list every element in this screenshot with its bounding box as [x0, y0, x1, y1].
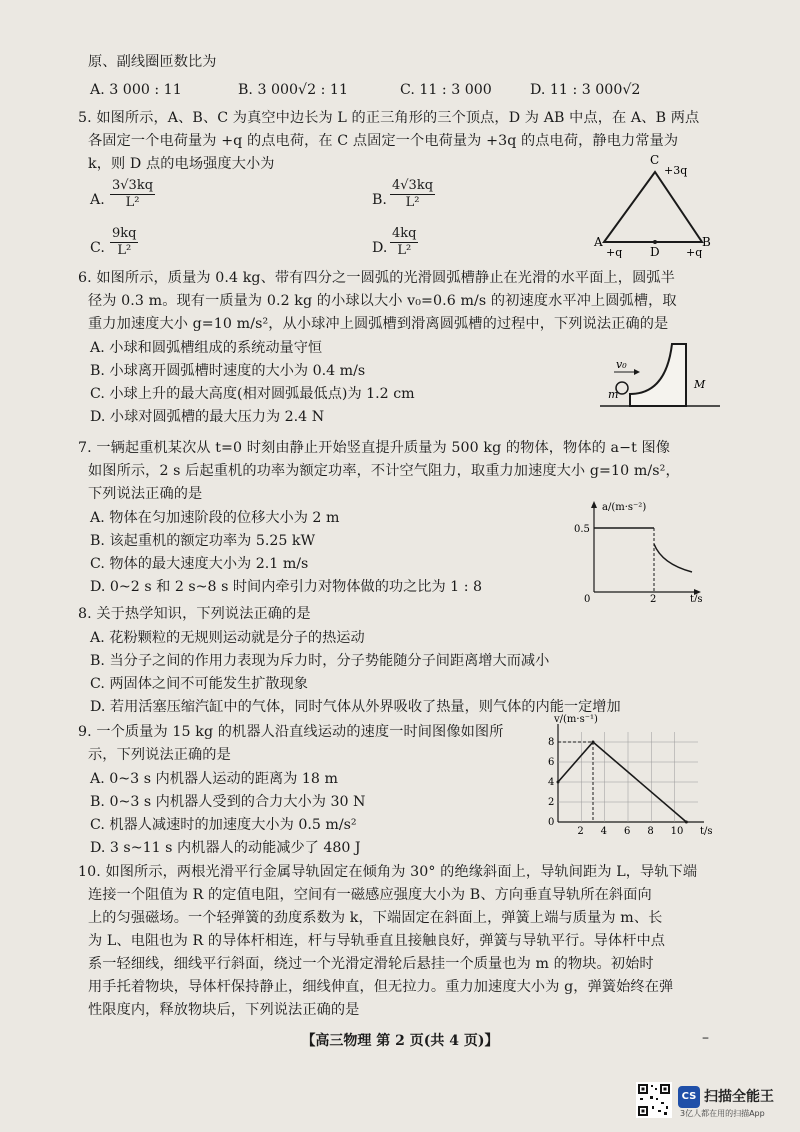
x-tick-label: 4: [600, 826, 608, 837]
q7-option-d: D. 0~2 s 和 2 s~8 s 时间内牵引力对物体做的功之比为 1 : 8: [90, 579, 483, 595]
q4-stem-tail: 原、副线圈匝数比为: [88, 54, 217, 70]
q5-option-a-den: L²: [125, 195, 140, 210]
x-tick-label: 2: [577, 826, 584, 837]
q7-option-b: B. 该起重机的额定功率为 5.25 kW: [90, 533, 316, 549]
q8-option-c: C. 两固体之间不可能发生扩散现象: [90, 676, 308, 692]
velocity-arrowhead: [634, 369, 640, 375]
graph-xtick: 2: [650, 594, 657, 602]
q5-option-c-label: C.: [90, 240, 105, 256]
point-d: [653, 240, 657, 244]
q6-line-2: 径为 0.3 m。现有一质量为 0.2 kg 的小球以大小 v₀=0.6 m/s 的初速度水平冲上圆弧槽，取: [88, 293, 677, 309]
q5-option-d-den: L²: [397, 243, 412, 258]
label-big-m: M: [694, 378, 706, 391]
q6-option-a: A. 小球和圆弧槽组成的系统动量守恒: [90, 340, 323, 356]
scanner-watermark: [636, 1082, 786, 1122]
graph-origin: 0: [584, 594, 591, 602]
q5-line-1: 5. 如图所示，A、B、C 为真空中边长为 L 的正三角形的三个顶点，D 为 AB 中点，在 A、B 两点: [78, 110, 700, 126]
q5-option-c-num: 9kq: [112, 226, 137, 241]
graph-ytick: 0.5: [574, 524, 590, 535]
q9-option-d: D. 3 s~11 s 内机器人的动能减少了 480 J: [90, 840, 361, 856]
q5-triangle-figure: [590, 150, 720, 258]
decreasing-accel-curve: [654, 544, 692, 572]
q4-option-c: C. 11 : 3 000: [400, 82, 492, 98]
q5-option-c-den: L²: [117, 243, 132, 258]
chart-xlabel: t/s: [700, 826, 713, 837]
arc-slot: [630, 344, 686, 406]
q8-option-d: D. 若用活塞压缩汽缸中的气体，同时气体从外界吸收了热量，则气体的内能一定增加: [90, 699, 621, 715]
scanner-app-name: 扫描全能王: [704, 1089, 774, 1105]
q9-option-b: B. 0~3 s 内机器人受到的合力大小为 30 N: [90, 794, 366, 810]
q10-line-4: 为 L、电阻也为 R 的导体杆相连，杆与导轨垂直且接触良好，弹簧与导轨平行。导体杆中点: [88, 933, 666, 949]
q10-line-7: 性限度内，释放物块后，下列说法正确的是: [88, 1002, 360, 1018]
y-tick-label: 4: [548, 777, 555, 788]
q7-option-c: C. 物体的最大速度大小为 2.1 m/s: [90, 556, 309, 572]
label-a: A: [594, 235, 603, 249]
q5-option-b-fraction: [390, 178, 435, 211]
q9-line-1: 9. 一个质量为 15 kg 的机器人沿直线运动的速度一时间图像如图所: [78, 724, 504, 740]
scanner-tagline: 3亿人都在用的扫描App: [680, 1109, 765, 1118]
label-a-charge: +q: [606, 246, 623, 258]
q5-option-a-fraction: [110, 178, 155, 211]
footer-mark: –: [702, 1030, 709, 1046]
chart-ylabel: v/(m·s⁻¹): [554, 714, 598, 725]
q9-option-c: C. 机器人减速时的加速度大小为 0.5 m/s²: [90, 817, 357, 833]
q4-option-a: A. 3 000 : 11: [90, 82, 182, 98]
y-tick-label: 0: [548, 817, 555, 828]
q8-option-b: B. 当分子之间的作用力表现为斥力时，分子势能随分子间距离增大而减小: [90, 653, 550, 669]
q8-option-a: A. 花粉颗粒的无规则运动就是分子的热运动: [90, 630, 365, 646]
q10-line-3: 上的匀强磁场。一个轻弹簧的劲度系数为 k，下端固定在斜面上，弹簧上端与质量为 m、长: [88, 910, 663, 926]
q6-arc-figure: [600, 340, 720, 420]
label-b: B: [702, 235, 711, 249]
label-v0: v₀: [616, 358, 627, 371]
q7-line-3: 下列说法正确的是: [88, 486, 203, 502]
q7-line-1: 7. 一辆起重机某次从 t=0 时刻由静止开始竖直提升质量为 500 kg 的物体，物体的 a−t 图像: [78, 440, 671, 456]
label-c: C: [650, 153, 660, 167]
q5-option-c-fraction: [110, 226, 138, 259]
q6-option-c: C. 小球上升的最大高度(相对圆弧最低点)为 1.2 cm: [90, 386, 415, 402]
grid: [558, 732, 698, 822]
q7-line-2: 如图所示，2 s 后起重机的功率为额定功率，不计空气阻力，取重力加速度大小 g=10 m/s²，: [88, 463, 680, 479]
triangle-abc: [604, 172, 702, 242]
q5-line-2: 各固定一个电荷量为 +q 的点电荷，在 C 点固定一个电荷量为 +3q 的点电荷，静电力常量为: [88, 133, 679, 149]
q9-line-2: 示，下列说法正确的是: [88, 747, 231, 763]
q7-at-graph: [572, 498, 712, 602]
page-footer: 【高三物理 第 2 页(共 4 页)】: [301, 1033, 499, 1049]
q5-option-b-num: 4√3kq: [392, 178, 434, 193]
q10-line-2: 连接一个阻值为 R 的定值电阻，空间有一磁感应强度大小为 B、方向垂直导轨所在斜面向: [88, 887, 652, 903]
q4-option-d: D. 11 : 3 000√2: [530, 82, 641, 98]
q6-line-3: 重力加速度大小 g=10 m/s²，从小球冲上圆弧槽到滑离圆弧槽的过程中，下列说法正确的是: [88, 316, 669, 332]
q4-option-b: B. 3 000√2 : 11: [238, 82, 348, 98]
q5-option-d-label: D.: [372, 240, 388, 256]
q6-option-d: D. 小球对圆弧槽的最大压力为 2.4 N: [90, 409, 325, 425]
q10-line-5: 系一轻细线，细线平行斜面，绕过一个光滑定滑轮后悬挂一个质量也为 m 的物块。初始时: [88, 956, 654, 972]
q9-vt-chart: [538, 714, 718, 840]
label-b-charge: +q: [686, 246, 703, 258]
y-tick-label: 8: [548, 737, 555, 748]
cs-logo: CS: [678, 1086, 700, 1108]
q5-option-d-fraction: [390, 226, 418, 259]
q5-line-3: k，则 D 点的电场强度大小为: [88, 156, 275, 172]
q6-option-b: B. 小球离开圆弧槽时速度的大小为 0.4 m/s: [90, 363, 366, 379]
q6-line-1: 6. 如图所示，质量为 0.4 kg、带有四分之一圆弧的光滑圆弧槽静止在光滑的水平面上，圆弧半: [78, 270, 675, 286]
label-d: D: [650, 245, 660, 258]
label-m: m: [608, 388, 619, 401]
y-axis-arrow: [591, 501, 597, 508]
qr-code-icon: [636, 1082, 672, 1118]
y-tick-label: 2: [548, 797, 555, 808]
q5-option-d-num: 4kq: [392, 226, 417, 241]
q5-option-b-label: B.: [372, 192, 387, 208]
y-tick-label: 6: [548, 757, 555, 768]
x-tick-label: 10: [670, 826, 684, 837]
q5-option-a-num: 3√3kq: [112, 178, 154, 193]
q9-option-a: A. 0~3 s 内机器人运动的距离为 18 m: [90, 771, 338, 787]
q8-stem: 8. 关于热学知识，下列说法正确的是: [78, 606, 311, 622]
q5-option-b-den: L²: [405, 195, 420, 210]
q7-option-a: A. 物体在匀加速阶段的位移大小为 2 m: [90, 510, 340, 526]
label-c-charge: +3q: [664, 164, 688, 177]
q10-line-6: 用手托着物块，导体杆保持静止，细线伸直，但无拉力。重力加速度大小为 g，弹簧始终在弹: [88, 979, 674, 995]
x-tick-label: 8: [647, 826, 654, 837]
q5-option-a-label: A.: [90, 192, 105, 208]
graph-ylabel: a/(m·s⁻²): [602, 502, 647, 513]
graph-xlabel: t/s: [690, 594, 703, 602]
q10-line-1: 10. 如图所示，两根光滑平行金属导轨固定在倾角为 30° 的绝缘斜面上，导轨间距为 L，导轨下端: [78, 864, 698, 880]
x-tick-label: 6: [624, 826, 631, 837]
